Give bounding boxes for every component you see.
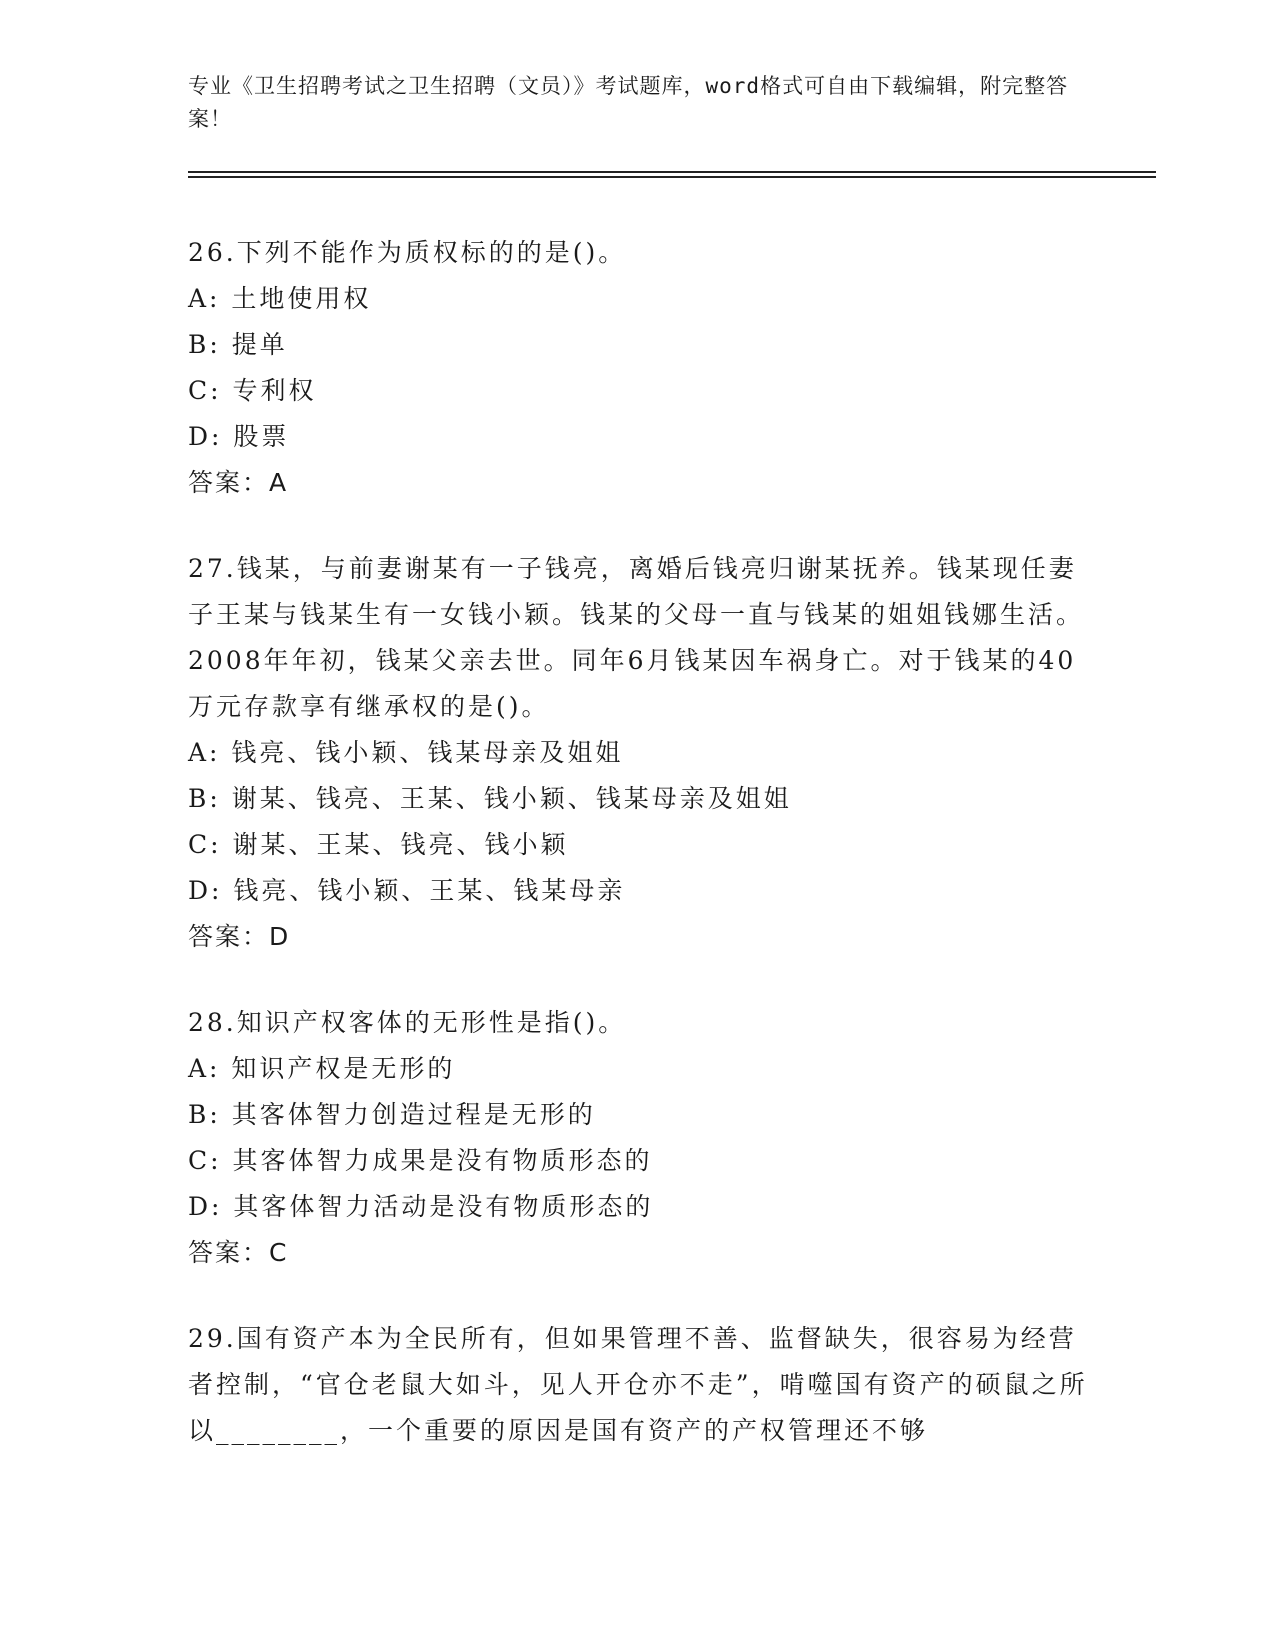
answer-text: 答案：C	[188, 1238, 289, 1267]
question-text: 28.知识产权客体的无形性是指()。	[188, 1008, 627, 1037]
option-b: B: 谢某、钱亮、王某、钱小颖、钱某母亲及姐姐	[188, 784, 792, 813]
option-c: C: 其客体智力成果是没有物质形态的	[188, 1146, 653, 1175]
question-26	[188, 230, 1088, 506]
header-rule-bottom	[188, 176, 1156, 178]
question-29	[188, 1316, 1088, 1454]
question-text: 29.国有资产本为全民所有，但如果管理不善、监督缺失，很容易为经营者控制，“官仓老鼠大如斗，见人开仓亦不走”，啃噬国有资产的硕鼠之所以________，一个重要的原因是国有资产的产权管理还不够	[188, 1324, 1088, 1445]
option-c: C: 专利权	[188, 376, 317, 405]
option-b: B: 其客体智力创造过程是无形的	[188, 1100, 596, 1129]
option-d: D: 其客体智力活动是没有物质形态的	[188, 1192, 654, 1221]
option-a: A: 钱亮、钱小颖、钱某母亲及姐姐	[188, 738, 624, 767]
option-b: B: 提单	[188, 330, 288, 359]
option-d: D: 钱亮、钱小颖、王某、钱某母亲	[188, 876, 626, 905]
question-text: 27.钱某，与前妻谢某有一子钱亮，离婚后钱亮归谢某抚养。钱某现任妻子王某与钱某生有一女钱小颖。钱某的父母一直与钱某的姐姐钱娜生活。2008年年初，钱某父亲去世。同年6月钱某因车祸身亡。对于钱某的40万元存款享有继承权的是()。	[188, 554, 1085, 721]
question-list	[188, 230, 1088, 1494]
answer-text: 答案：D	[188, 922, 291, 951]
option-c: C: 谢某、王某、钱亮、钱小颖	[188, 830, 569, 859]
option-a: A: 知识产权是无形的	[188, 1054, 456, 1083]
question-27	[188, 546, 1088, 960]
document-header: 专业《卫生招聘考试之卫生招聘（文员）》考试题库，word格式可自由下载编辑，附完整答案！	[188, 74, 1069, 131]
option-a: A: 土地使用权	[188, 284, 372, 313]
header-rule-top	[188, 171, 1156, 173]
option-d: D: 股票	[188, 422, 290, 451]
question-28	[188, 1000, 1088, 1276]
question-text: 26.下列不能作为质权标的的是()。	[188, 238, 627, 267]
answer-text: 答案：A	[188, 468, 289, 497]
